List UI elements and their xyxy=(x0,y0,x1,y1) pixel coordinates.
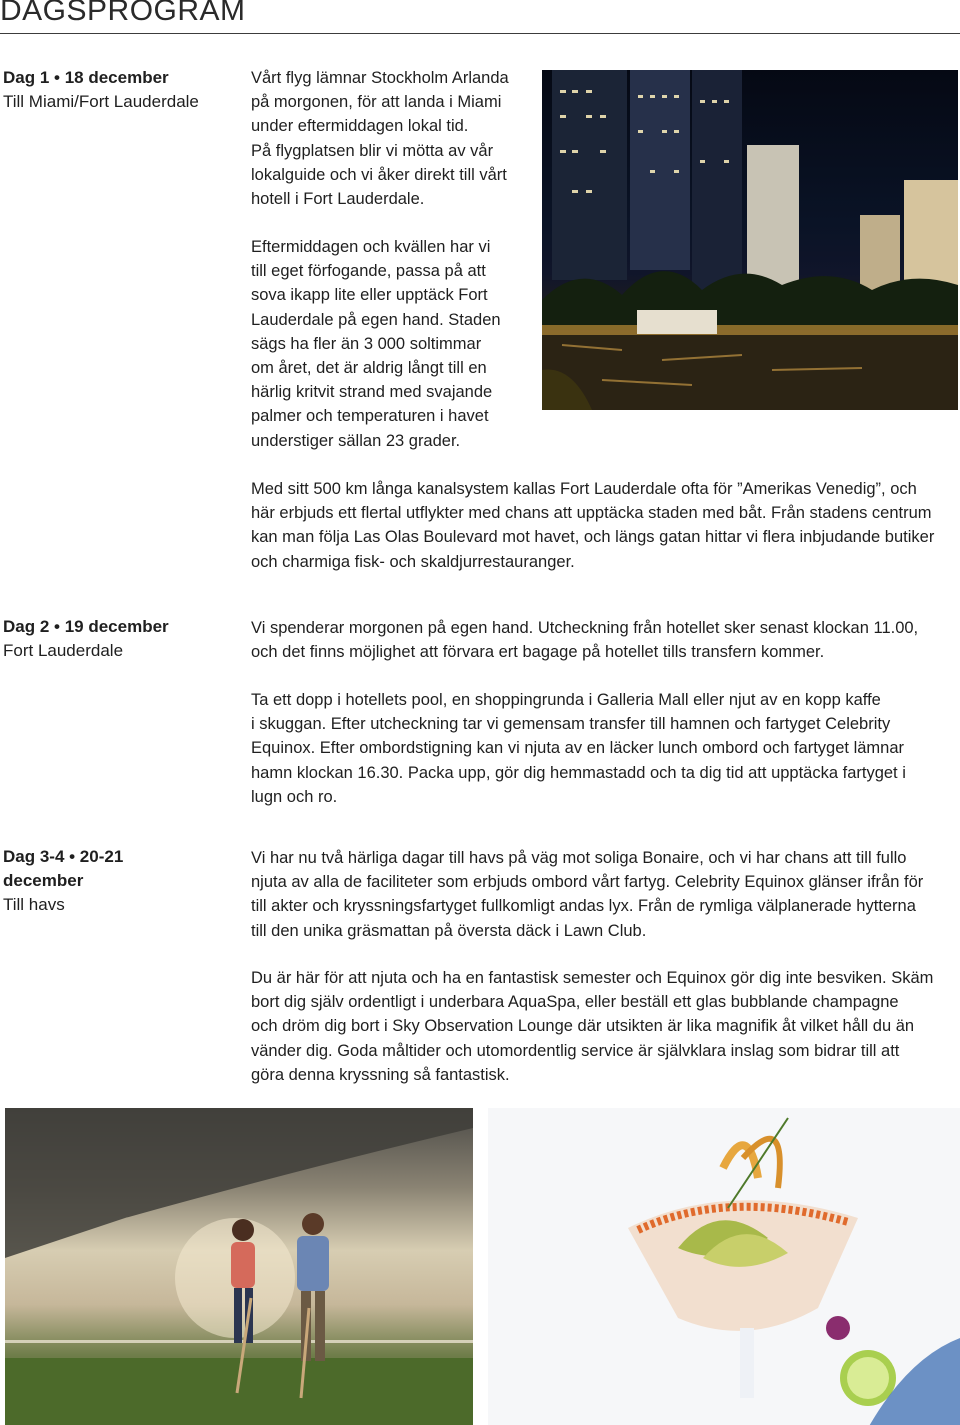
text-line: Ta ett dopp i hotellets pool, en shoppingrunda i Galleria Mall eller njut av en kopp kaffe xyxy=(251,691,881,709)
text-line: på morgonen, för att landa i Miami xyxy=(251,93,502,112)
text-line: understiger sällan 23 grader. xyxy=(251,431,461,450)
text-line: På flygplatsen blir vi mötta av vår xyxy=(251,141,494,160)
text-line: njuta av alla de faciliteter som erbjuds ombord vårt fartyg. Celebrity Equinox glänser ifrån för xyxy=(251,873,924,892)
text-line: palmer och temperaturen i havet xyxy=(251,407,489,426)
text-line: Equinox. Efter ombordstigning kan vi njuta av en läcker lunch ombord och fartyget lämnar xyxy=(251,739,905,758)
text-line: till den unika gräsmattan på översta däck i Lawn Club. xyxy=(251,921,647,940)
day-3-4-paragraph-1 xyxy=(251,846,959,943)
text-line: vänder dig. Goda måltider och utomordentlig service är självklara inslag som bidrar till att xyxy=(251,1041,900,1060)
text-line: Vi har nu två härliga dagar till havs på väg mot soliga Bonaire, och vi har chans att till fullo xyxy=(251,849,907,867)
ceviche-cocktail-photo xyxy=(488,1108,960,1425)
text-line: hotell i Fort Lauderdale. xyxy=(251,190,425,209)
text-line: sägs ha fler än 3 000 soltimmar xyxy=(251,334,482,353)
day-3-4-subtitle: Till havs xyxy=(3,895,65,914)
text-line: här erbjuds ett flertal utflykter med chans att upptäcka staden med båt. Från stadens centrum xyxy=(251,504,932,523)
text-line: om året, det är aldrig långt till en xyxy=(251,359,487,378)
day-3-4-heading-cont: december xyxy=(3,871,84,890)
text-line: och dröm dig bort i Sky Observation Lounge där utsikten är lika magnifik åt vilket håll du än xyxy=(251,1017,915,1036)
day-2-paragraph-1 xyxy=(251,616,959,664)
day-1-subtitle: Till Miami/Fort Lauderdale xyxy=(3,92,199,111)
text-line: lugn och ro. xyxy=(251,787,338,806)
text-line: och det finns möjlighet att förvara ert bagage på hotellet tills transfern kommer. xyxy=(251,643,825,662)
day-3-4-heading: Dag 3-4 • 20-21 xyxy=(3,847,124,866)
day-1-paragraph-3 xyxy=(251,477,959,574)
text-line: lokalguide och vi åker direkt till vårt xyxy=(251,165,507,184)
text-line: Lauderdale på egen hand. Staden xyxy=(251,310,501,329)
page-title: DAGSPROGRAM xyxy=(0,0,246,27)
text-line: bort dig själv ordentligt i underbara AquaSpa, eller beställ ett glas bubblande champagne xyxy=(251,993,899,1012)
text-line: Vi spenderar morgonen på egen hand. Utcheckning från hotellet sker senast klockan 11.00, xyxy=(251,619,919,637)
text-line: Du är här för att njuta och ha en fantastisk semester och Equinox gör dig inte besviken. Skäm xyxy=(251,969,934,987)
text-line: kan man följa Las Olas Boulevard mot havet, och längs gatan hittar vi flera inbjudande butiker xyxy=(251,528,935,547)
title-divider xyxy=(0,33,960,34)
day-2-paragraph-2 xyxy=(251,688,959,809)
day-1-heading: Dag 1 • 18 december xyxy=(3,68,169,87)
text-line: i skuggan. Efter utcheckning tar vi gemensam transfer till hamnen och fartyget Celebrity xyxy=(251,715,891,734)
text-line: hamn klockan 16.30. Packa upp, gör dig hemmastadd och ta dig tid att upptäcka fartyget i xyxy=(251,763,906,782)
day-1-label xyxy=(3,66,238,114)
text-line: till eget förfogande, passa på att xyxy=(251,262,486,281)
text-line: Eftermiddagen och kvällen har vi xyxy=(251,238,491,256)
day-1-paragraph-1 xyxy=(251,66,536,211)
text-line: Vårt flyg lämnar Stockholm Arlanda xyxy=(251,69,509,87)
text-line: sova ikapp lite eller upptäck Fort xyxy=(251,286,488,305)
day-3-4-paragraph-2 xyxy=(251,966,959,1087)
text-line: härlig kritvit strand med svajande xyxy=(251,383,493,402)
day-2-subtitle: Fort Lauderdale xyxy=(3,641,124,660)
day-3-4-label xyxy=(3,845,238,917)
text-line: göra denna kryssning så fantastisk. xyxy=(251,1065,510,1084)
croquet-on-deck-photo xyxy=(5,1108,473,1425)
text-line: Med sitt 500 km långa kanalsystem kallas Fort Lauderdale ofta för ”Amerikas Venedig”, och xyxy=(251,480,917,498)
night-city-canal-photo xyxy=(542,70,958,410)
text-line: till akter och kryssningsfartyget fullkomligt andas lyx. Från de rymliga välplanerade hytterna xyxy=(251,897,916,916)
text-line: under eftermiddagen lokal tid. xyxy=(251,117,469,136)
text-line: och charmiga fisk- och skaldjurrestauranger. xyxy=(251,552,575,571)
day-2-heading: Dag 2 • 19 december xyxy=(3,617,169,636)
day-1-paragraph-2 xyxy=(251,235,536,453)
day-2-label xyxy=(3,615,238,663)
